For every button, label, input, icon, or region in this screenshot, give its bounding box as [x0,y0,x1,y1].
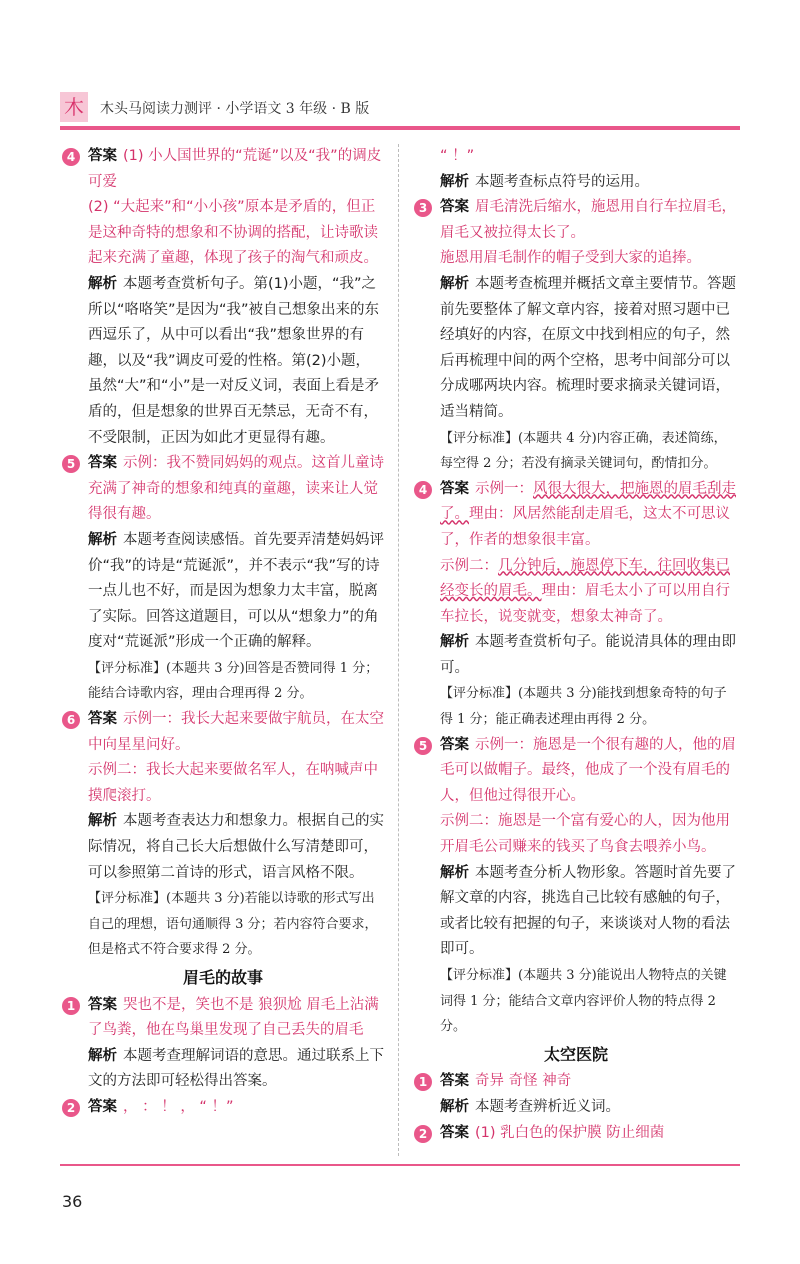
answer-label: 答案 [440,1073,469,1090]
reason-text: 理由：风居然能刮走眉毛，这太不可思议了，作者的想象很丰富。 [440,506,730,548]
column-divider [398,144,399,1156]
example-label: 示例一： [475,480,533,497]
question-4 [62,144,384,451]
analysis-text: 本题考查阅读感悟。首先要弄清楚妈妈评价“我”的诗是“荒诞派”，并不表示“我”写的诗一点儿也不好，而是因为想象力太丰富，脱离了实际。回答这道题目，可以从“想象力”的角度对“荒诞派”形成一个正确的解释。 [88,531,384,651]
analysis-label: 解析 [88,275,117,292]
scoring-criteria: 【评分标准】(本题共 3 分)能找到想象奇特的句子得 1 分；能正确表述理由再得 2 分。 [440,686,727,728]
analysis-text: 本题考查梳理并概括文章主要情节。答题前先要整体了解文章内容，接着对照习题中已经填好的内容，在原文中找到相应的句子，然后再梳理中间的两个空格，思考中间部分可以分成哪两块内容。梳理时要求摘录关键词语，适当精简。 [440,275,736,420]
answer-label: 答案 [88,455,117,472]
question-number: 1 [414,1073,432,1091]
section-title: 眉毛的故事 [182,968,263,987]
answer-text: 哭也不是，笑也不是 狼狈尬 眉毛上沾满了鸟粪，他在鸟巢里发现了自己丢失的眉毛 [88,996,379,1039]
analysis-text: 本题考查分析人物形象。答题时首先要了解文章的内容，挑选自己比较有感触的句子，或者比较有把握的句子，来谈谈对人物的看法即可。 [440,864,736,958]
analysis-text: 本题考查标点符号的运用。 [475,173,649,190]
answer-label: 答案 [440,736,469,753]
question-number: 5 [414,737,432,755]
scoring-criteria: 【评分标准】(本题共 3 分)回答是否赞同得 1 分；能结合诗歌内容，理由合理再得 2 分。 [88,660,379,702]
analysis-text: 本题考查赏析句子。能说清具体的理由即可。 [440,634,736,676]
page-number: 36 [62,1192,83,1211]
reason-text: 理由：眉毛太小了可以用自行车拉长，说变就变，想象太神奇了。 [440,583,730,625]
question-number: 5 [62,455,80,473]
example-label: 示例二： [440,557,498,574]
question-number: 2 [62,1099,80,1117]
answer-text: (2) “大起来”和“小小孩”原本是矛盾的，但正是这种奇特的想象和不协调的搭配，让诗歌读起来充满了童趣，体现了孩子的淘气和顽皮。 [88,199,378,267]
answer-text: 示例：我不赞同妈妈的观点。这首儿童诗充满了神奇的想象和纯真的童趣，读来让人觉得很有趣。 [88,455,384,523]
answer-text: ， ： ！ ， “ ！” [123,1098,234,1115]
answer-text: 奇异 奇怪 神奇 [475,1073,572,1090]
question-number: 1 [62,997,80,1015]
analysis-label: 解析 [440,864,469,881]
analysis-text: 本题考查理解词语的意思。通过联系上下文的方法即可轻松得出答案。 [88,1047,384,1090]
footer-rule [60,1164,740,1166]
question-2-continued [414,144,738,195]
page-header [60,92,740,126]
answer-label: 答案 [440,199,469,216]
answer-text: “ ！” [440,148,475,164]
scoring-criteria: 【评分标准】(本题共 3 分)能说出人物特点的关键词得 1 分；能结合文章内容评价人物的特点得 2 分。 [440,968,727,1035]
question-5 [414,733,738,1040]
question-4 [414,477,738,733]
answer-text: 施恩用眉毛制作的帽子受到大家的追捧。 [440,250,701,267]
section-question-2 [62,1095,384,1121]
header-rule [60,126,740,130]
answer-text: (1) 乳白色的保护膜 防止细菌 [475,1124,665,1141]
question-6 [62,707,384,963]
analysis-label: 解析 [440,634,469,651]
analysis-text: 本题考查辨析近义词。 [475,1098,620,1115]
question-number: 4 [62,148,80,166]
right-column [414,144,738,1146]
question-number: 6 [62,711,80,729]
section-question-1 [62,993,384,1095]
book-logo-icon: 木 [60,92,88,122]
question-5 [62,451,384,707]
section-title: 太空医院 [543,1044,608,1064]
answer-text: 示例二：我长大起来要做名军人，在呐喊声中摸爬滚打。 [88,762,378,804]
answer-label: 答案 [440,480,469,497]
answer-text: 眉毛清洗后缩水，施恩用自行车拉眉毛，眉毛又被拉得太长了。 [440,199,736,241]
answer-label: 答案 [88,996,117,1013]
analysis-label: 解析 [440,275,469,292]
section-question-1 [414,1069,738,1120]
answer-label: 答案 [88,148,117,164]
analysis-label: 解析 [440,173,469,190]
analysis-label: 解析 [88,531,117,548]
scoring-criteria: 【评分标准】(本题共 3 分)若能以诗歌的形式写出自己的理想，语句通顺得 3 分；若内容符合要求，但是格式不符合要求得 2 分。 [88,891,378,958]
question-number: 4 [414,481,432,499]
answer-label: 答案 [440,1124,469,1141]
analysis-label: 解析 [88,1047,117,1064]
quoted-sentence: 几分钟后，施恩停下车，往回收集已经变长的眉毛。 [440,557,730,600]
header-title: 木头马阅读力测评 · 小学语文 3 年级 · B 版 [100,101,370,117]
question-number: 3 [414,199,432,217]
scoring-criteria: 【评分标准】(本题共 4 分)内容正确，表述简练，每空得 2 分；若没有摘录关键词句，酌情扣分。 [440,430,727,472]
answer-label: 答案 [88,1098,117,1115]
quoted-sentence: 风很大很大，把施恩的眉毛刮走了。 [440,480,736,523]
analysis-label: 解析 [440,1098,469,1115]
answer-text: 示例一：我长大起来要做宇航员，在太空中向星星问好。 [88,711,384,753]
answer-text: 示例二：施恩是一个富有爱心的人，因为他用开眉毛公司赚来的钱买了鸟食去喂养小鸟。 [440,813,730,856]
left-column [62,144,384,1121]
analysis-text: 本题考查表达力和想象力。根据自己的实际情况，将自己长大后想做什么写清楚即可，可以参照第二首诗的形式，语言风格不限。 [88,813,384,881]
answer-text: (1) 小人国世界的“荒诞”以及“我”的调皮可爱 [88,148,382,190]
question-3 [414,195,738,477]
section-question-2 [414,1121,738,1147]
question-number: 2 [414,1125,432,1143]
answer-text: 示例一：施恩是一个很有趣的人，他的眉毛可以做帽子。最终，他成了一个没有眉毛的人，但他过得很开心。 [440,736,736,804]
answer-label: 答案 [88,711,117,728]
analysis-label: 解析 [88,813,117,830]
analysis-text: 本题考查赏析句子。第(1)小题，“我”之所以“咯咯笑”是因为“我”被自己想象出来的东西逗乐了，从中可以看出“我”想象世界的有趣，以及“我”调皮可爱的性格。第(2)小题，虽然“大”和“小”是一对反义词，表面上看是矛盾的，但是想象的世界百无禁忌，无奇不有，不受限制，正因为如此才更显得有趣。 [88,275,380,446]
